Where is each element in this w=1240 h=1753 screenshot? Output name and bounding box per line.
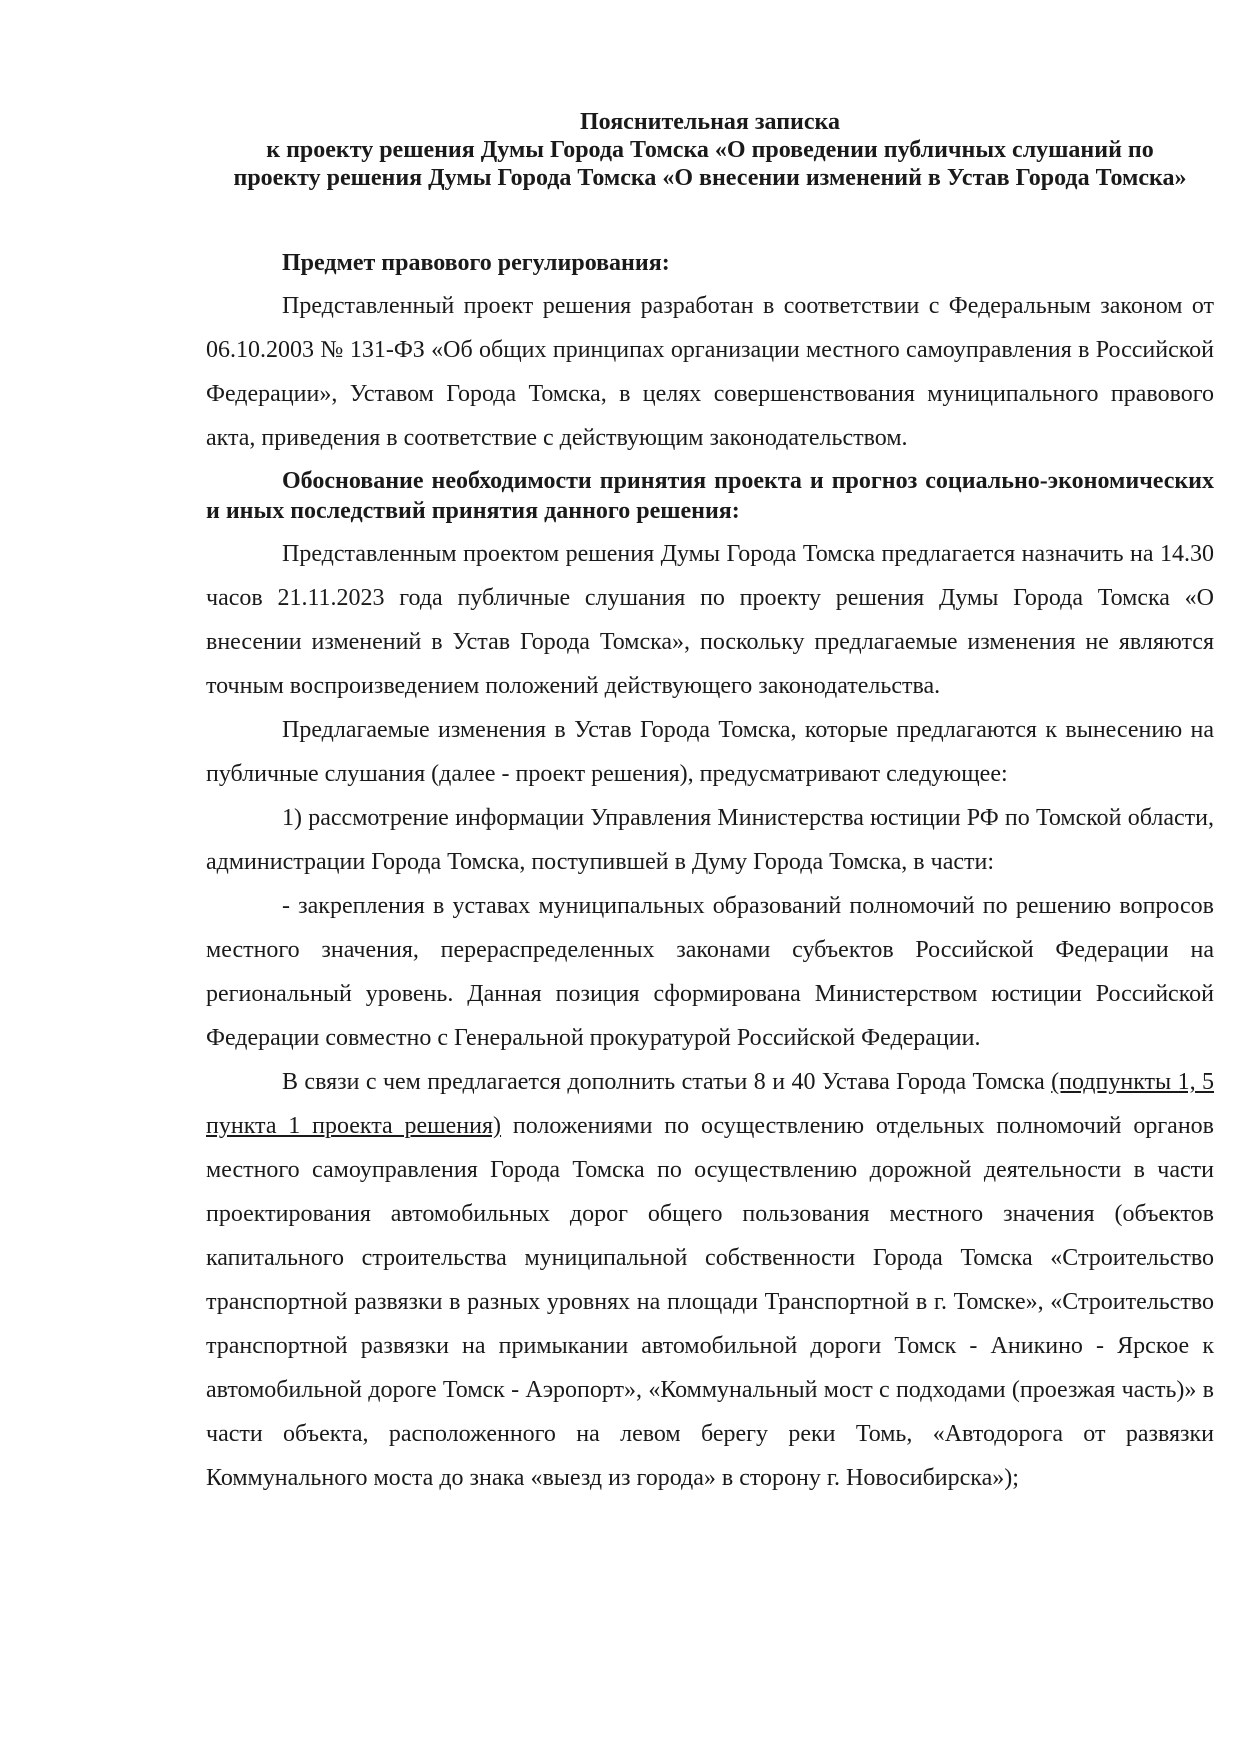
document-page bbox=[206, 108, 1214, 1500]
section-heading-regulation-subject: Предмет правового регулирования: bbox=[282, 250, 670, 276]
section-heading-justification: Обоснование необходимости принятия проекта и прогноз социально-экономических и иных последствий принятия данного решения: bbox=[206, 468, 1214, 524]
paragraph-item-1-detail: - закрепления в уставах муниципальных образований полномочий по решению вопросов местного значения, перераспределенных законами субъектов Российской Федерации на региональный уровень. Данная позиция сформирована Министерством юстиции Российской Федерации совместно с Генеральной прокуратурой Российской Федерации. bbox=[206, 893, 1214, 1051]
document-title bbox=[206, 108, 1214, 192]
paragraph-amendment-articles bbox=[206, 1060, 1214, 1500]
title-line-1: Пояснительная записка bbox=[579, 109, 840, 135]
paragraph-item-1: 1) рассмотрение информации Управления Министерства юстиции РФ по Томской области, администрации Города Томска, поступившей в Думу Города Томска, в части: bbox=[206, 805, 1214, 875]
title-line-2: к проекту решения Думы Города Томска «О проведении публичных слушаний по bbox=[266, 137, 1154, 163]
paragraph-regulation-subject: Представленный проект решения разработан в соответствии с Федеральным законом от 06.10.2003 № 131-ФЗ «Об общих принципах организации местного самоуправления в Российской Федерации», Уставом Города Томска, в целях совершенствования муниципального правового акта, приведения в соответствие с действующим законодательством. bbox=[206, 293, 1214, 451]
paragraph-amendment-text-start: В связи с чем предлагается дополнить статьи 8 и 40 Устава Города Томска bbox=[282, 1069, 1052, 1095]
title-line-3: проекту решения Думы Города Томска «О внесении изменений в Устав Города Томска» bbox=[233, 165, 1187, 191]
paragraph-public-hearings: Представленным проектом решения Думы Города Томска предлагается назначить на 14.30 часов 21.11.2023 года публичные слушания по проекту решения Думы Города Томска «О внесении изменений в Устав Города Томска», поскольку предлагаемые изменения не являются точным воспроизведением положений действующего законодательства. bbox=[206, 541, 1214, 699]
underlined-subpoints-reference: (подпункты 1, 5 пункта 1 проекта решения) bbox=[206, 1069, 1215, 1139]
paragraph-amendment-text-end: положениями по осуществлению отдельных полномочий органов местного самоуправления Города Томска по осуществлению дорожной деятельности в части проектирования автомобильных дорог общего пользования местного значения (объектов капитального строительства муниципальной собственности Города Томска «Строительство транспортной развязки в разных уровнях на площади Транспортной в г. Томске», «Строительство транспортной развязки на примыкании автомобильной дороги Томск - Аникино - Ярское к автомобильной дороге Томск - Аэропорт», «Коммунальный мост с подходами (проезжая часть)» в части объекта, расположенного на левом берегу реки Томь, «Автодорога от развязки Коммунального моста до знака «выезд из города» в сторону г. Новосибирска»); bbox=[206, 1113, 1214, 1491]
paragraph-proposed-changes: Предлагаемые изменения в Устав Города Томска, которые предлагаются к вынесению на публичные слушания (далее - проект решения), предусматривают следующее: bbox=[206, 717, 1214, 787]
